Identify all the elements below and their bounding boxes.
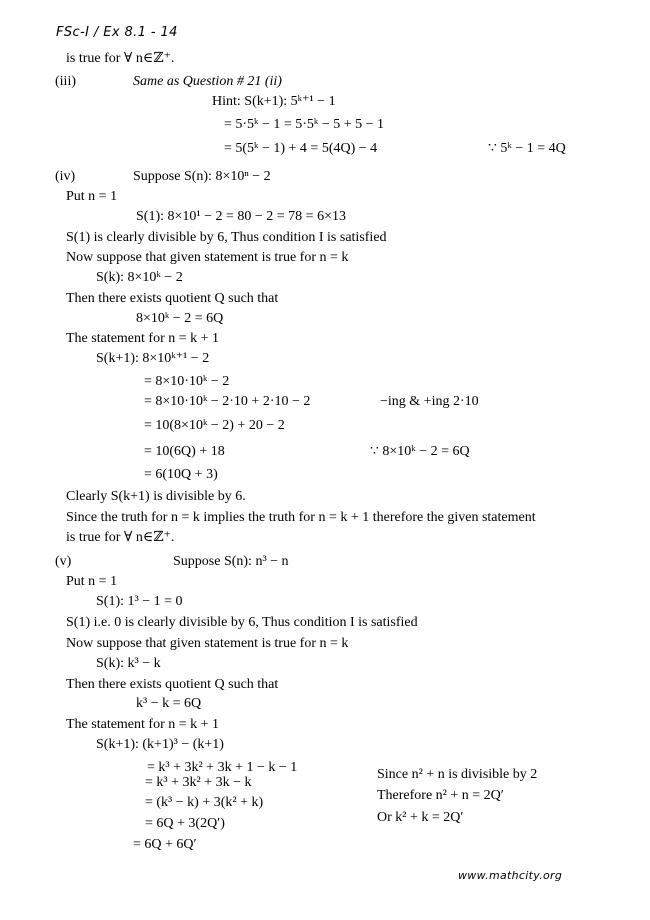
math-line: Hint: S(k+1): 5ᵏ⁺¹ − 1	[212, 94, 336, 109]
math-note: Therefore n² + n = 2Q′	[377, 788, 504, 803]
math-line: S(k+1): 8×10ᵏ⁺¹ − 2	[96, 351, 210, 366]
text-line: Now suppose that given statement is true for n = k	[66, 250, 349, 265]
text-line: S(1) is clearly divisible by 6, Thus condition I is satisfied	[66, 230, 387, 245]
math-note: −ing & +ing 2·10	[380, 394, 479, 409]
text-line: is true for ∀ n∈ℤ⁺.	[66, 530, 175, 545]
text-line: Clearly S(k+1) is divisible by 6.	[66, 489, 246, 504]
math-line: = k³ + 3k² + 3k − k	[145, 775, 252, 790]
math-line: S(1): 1³ − 1 = 0	[96, 594, 183, 609]
math-note: Or k² + k = 2Q′	[377, 810, 464, 825]
math-line: = k³ + 3k² + 3k + 1 − k − 1	[147, 760, 298, 775]
part-label-iii: (iii)	[55, 74, 76, 89]
text-line: Suppose S(n): 8×10ⁿ − 2	[133, 169, 271, 184]
footer-url: www.mathcity.org	[458, 869, 563, 882]
math-line: 8×10ᵏ − 2 = 6Q	[136, 311, 224, 326]
math-line: = 8×10·10ᵏ − 2·10 + 2·10 − 2	[144, 394, 311, 409]
math-line: = 6Q + 3(2Q′)	[145, 816, 225, 831]
text-line: Same as Question # 21 (ii)	[133, 74, 282, 89]
page-header: FSc-I / Ex 8.1 - 14	[56, 25, 178, 40]
math-line: S(k): 8×10ᵏ − 2	[96, 270, 183, 285]
text-line: Put n = 1	[66, 189, 118, 204]
part-label-v: (v)	[55, 554, 72, 569]
text-line: Then there exists quotient Q such that	[66, 677, 279, 692]
math-line: S(1): 8×10¹ − 2 = 80 − 2 = 78 = 6×13	[136, 209, 346, 224]
text-line: Put n = 1	[66, 574, 118, 589]
math-note: ∵ 8×10ᵏ − 2 = 6Q	[370, 444, 470, 459]
math-line: = 8×10·10ᵏ − 2	[144, 374, 230, 389]
math-note: ∵ 5ᵏ − 1 = 4Q	[488, 141, 566, 156]
text-line: is true for ∀ n∈ℤ⁺.	[66, 51, 175, 66]
math-line: = 10(6Q) + 18	[144, 444, 225, 459]
math-line: S(k): k³ − k	[96, 656, 161, 671]
math-line: = 5(5ᵏ − 1) + 4 = 5(4Q) − 4	[224, 141, 378, 156]
text-line: Then there exists quotient Q such that	[66, 291, 279, 306]
text-line: Since the truth for n = k implies the truth for n = k + 1 therefore the given statement	[66, 510, 536, 525]
math-note: Since n² + n is divisible by 2	[377, 767, 538, 782]
math-line: = 10(8×10ᵏ − 2) + 20 − 2	[144, 418, 285, 433]
text-line: The statement for n = k + 1	[66, 331, 220, 346]
text-line: The statement for n = k + 1	[66, 717, 220, 732]
math-line: = 6(10Q + 3)	[144, 467, 218, 482]
math-line: = (k³ − k) + 3(k² + k)	[145, 795, 264, 810]
text-line: Suppose S(n): n³ − n	[173, 554, 289, 569]
math-line: k³ − k = 6Q	[136, 696, 202, 711]
math-line: = 5·5ᵏ − 1 = 5·5ᵏ − 5 + 5 − 1	[224, 117, 385, 132]
text-line: Now suppose that given statement is true for n = k	[66, 636, 349, 651]
part-label-iv: (iv)	[55, 169, 76, 184]
math-line: S(k+1): (k+1)³ − (k+1)	[96, 737, 224, 752]
text-line: S(1) i.e. 0 is clearly divisible by 6, Thus condition I is satisfied	[66, 615, 418, 630]
math-line: = 6Q + 6Q′	[133, 837, 197, 852]
